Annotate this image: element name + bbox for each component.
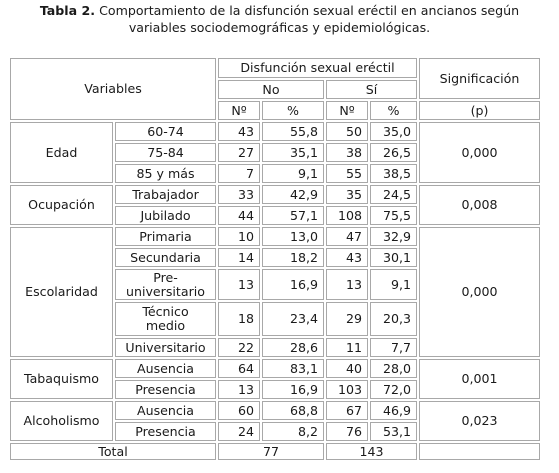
caption-text-line2: variables sociodemográficas y epidemiológicas.	[128, 20, 431, 35]
si-percent: 72,0	[370, 380, 417, 399]
si-percent: 24,5	[370, 185, 417, 204]
table-row	[10, 359, 540, 378]
si-count: 43	[326, 248, 368, 267]
no-count: 14	[218, 248, 260, 267]
no-count: 33	[218, 185, 260, 204]
si-count: 13	[326, 269, 368, 300]
si-percent: 20,3	[370, 302, 417, 336]
no-percent: 16,9	[262, 269, 324, 300]
no-percent: 23,4	[262, 302, 324, 336]
si-percent: 38,5	[370, 164, 417, 183]
category-label: Trabajador	[115, 185, 216, 204]
significance-value: 0,023	[419, 401, 540, 441]
significance-value: 0,001	[419, 359, 540, 399]
no-count: 43	[218, 122, 260, 141]
header-no-pct: %	[262, 101, 324, 120]
no-percent: 9,1	[262, 164, 324, 183]
no-percent: 18,2	[262, 248, 324, 267]
header-si-pct: %	[370, 101, 417, 120]
category-label: Presencia	[115, 380, 216, 399]
si-count: 29	[326, 302, 368, 336]
category-label: Pre- universitario	[115, 269, 216, 300]
total-si: 143	[326, 443, 417, 460]
category-label: Jubilado	[115, 206, 216, 225]
no-percent: 57,1	[262, 206, 324, 225]
category-label: Primaria	[115, 227, 216, 246]
si-percent: 32,9	[370, 227, 417, 246]
no-count: 27	[218, 143, 260, 162]
group-label: Edad	[10, 122, 113, 183]
no-count: 7	[218, 164, 260, 183]
si-count: 108	[326, 206, 368, 225]
no-count: 44	[218, 206, 260, 225]
category-label: Técnico medio	[115, 302, 216, 336]
header-no: No	[218, 80, 324, 99]
si-count: 67	[326, 401, 368, 420]
si-count: 35	[326, 185, 368, 204]
category-label: Ausencia	[115, 359, 216, 378]
category-label: 85 y más	[115, 164, 216, 183]
total-no: 77	[218, 443, 324, 460]
no-count: 64	[218, 359, 260, 378]
no-percent: 16,9	[262, 380, 324, 399]
no-percent: 42,9	[262, 185, 324, 204]
si-count: 38	[326, 143, 368, 162]
category-label: 75-84	[115, 143, 216, 162]
category-label: Secundaria	[115, 248, 216, 267]
si-count: 76	[326, 422, 368, 441]
no-count: 60	[218, 401, 260, 420]
no-count: 18	[218, 302, 260, 336]
table-body	[10, 58, 540, 460]
total-p-empty	[419, 443, 540, 460]
table-row	[10, 401, 540, 420]
caption-label: Tabla 2.	[39, 3, 96, 18]
no-count: 22	[218, 338, 260, 357]
significance-value: 0,000	[419, 122, 540, 183]
group-label: Alcoholismo	[10, 401, 113, 441]
no-percent: 8,2	[262, 422, 324, 441]
no-count: 13	[218, 380, 260, 399]
si-percent: 46,9	[370, 401, 417, 420]
table-row	[10, 122, 540, 141]
si-count: 50	[326, 122, 368, 141]
si-percent: 28,0	[370, 359, 417, 378]
no-percent: 28,6	[262, 338, 324, 357]
no-percent: 35,1	[262, 143, 324, 162]
header-si: Sí	[326, 80, 417, 99]
group-label: Ocupación	[10, 185, 113, 225]
no-percent: 55,8	[262, 122, 324, 141]
si-count: 47	[326, 227, 368, 246]
header-significacion: Significación	[419, 58, 540, 99]
no-percent: 83,1	[262, 359, 324, 378]
group-label: Escolaridad	[10, 227, 113, 357]
category-label: Presencia	[115, 422, 216, 441]
header-p: (p)	[419, 101, 540, 120]
header-no-n: Nº	[218, 101, 260, 120]
si-percent: 9,1	[370, 269, 417, 300]
category-label: Universitario	[115, 338, 216, 357]
header-dse: Disfunción sexual eréctil	[218, 58, 417, 78]
total-label: Total	[10, 443, 216, 460]
si-count: 55	[326, 164, 368, 183]
si-percent: 30,1	[370, 248, 417, 267]
si-percent: 53,1	[370, 422, 417, 441]
header-row	[10, 58, 540, 78]
no-count: 24	[218, 422, 260, 441]
si-percent: 7,7	[370, 338, 417, 357]
header-si-n: Nº	[326, 101, 368, 120]
si-count: 11	[326, 338, 368, 357]
no-percent: 68,8	[262, 401, 324, 420]
no-count: 10	[218, 227, 260, 246]
si-percent: 75,5	[370, 206, 417, 225]
table-row	[10, 227, 540, 246]
si-count: 40	[326, 359, 368, 378]
caption-text-line1: Comportamiento de la disfunción sexual eréctil en ancianos según	[99, 3, 520, 18]
si-percent: 35,0	[370, 122, 417, 141]
si-percent: 26,5	[370, 143, 417, 162]
table-row	[10, 185, 540, 204]
no-count: 13	[218, 269, 260, 300]
si-count: 103	[326, 380, 368, 399]
total-row	[10, 443, 540, 460]
significance-value: 0,000	[419, 227, 540, 357]
table-caption	[0, 2, 559, 36]
header-variables: Variables	[10, 58, 216, 120]
data-table	[8, 56, 542, 462]
category-label: Ausencia	[115, 401, 216, 420]
significance-value: 0,008	[419, 185, 540, 225]
category-label: 60-74	[115, 122, 216, 141]
no-percent: 13,0	[262, 227, 324, 246]
group-label: Tabaquismo	[10, 359, 113, 399]
